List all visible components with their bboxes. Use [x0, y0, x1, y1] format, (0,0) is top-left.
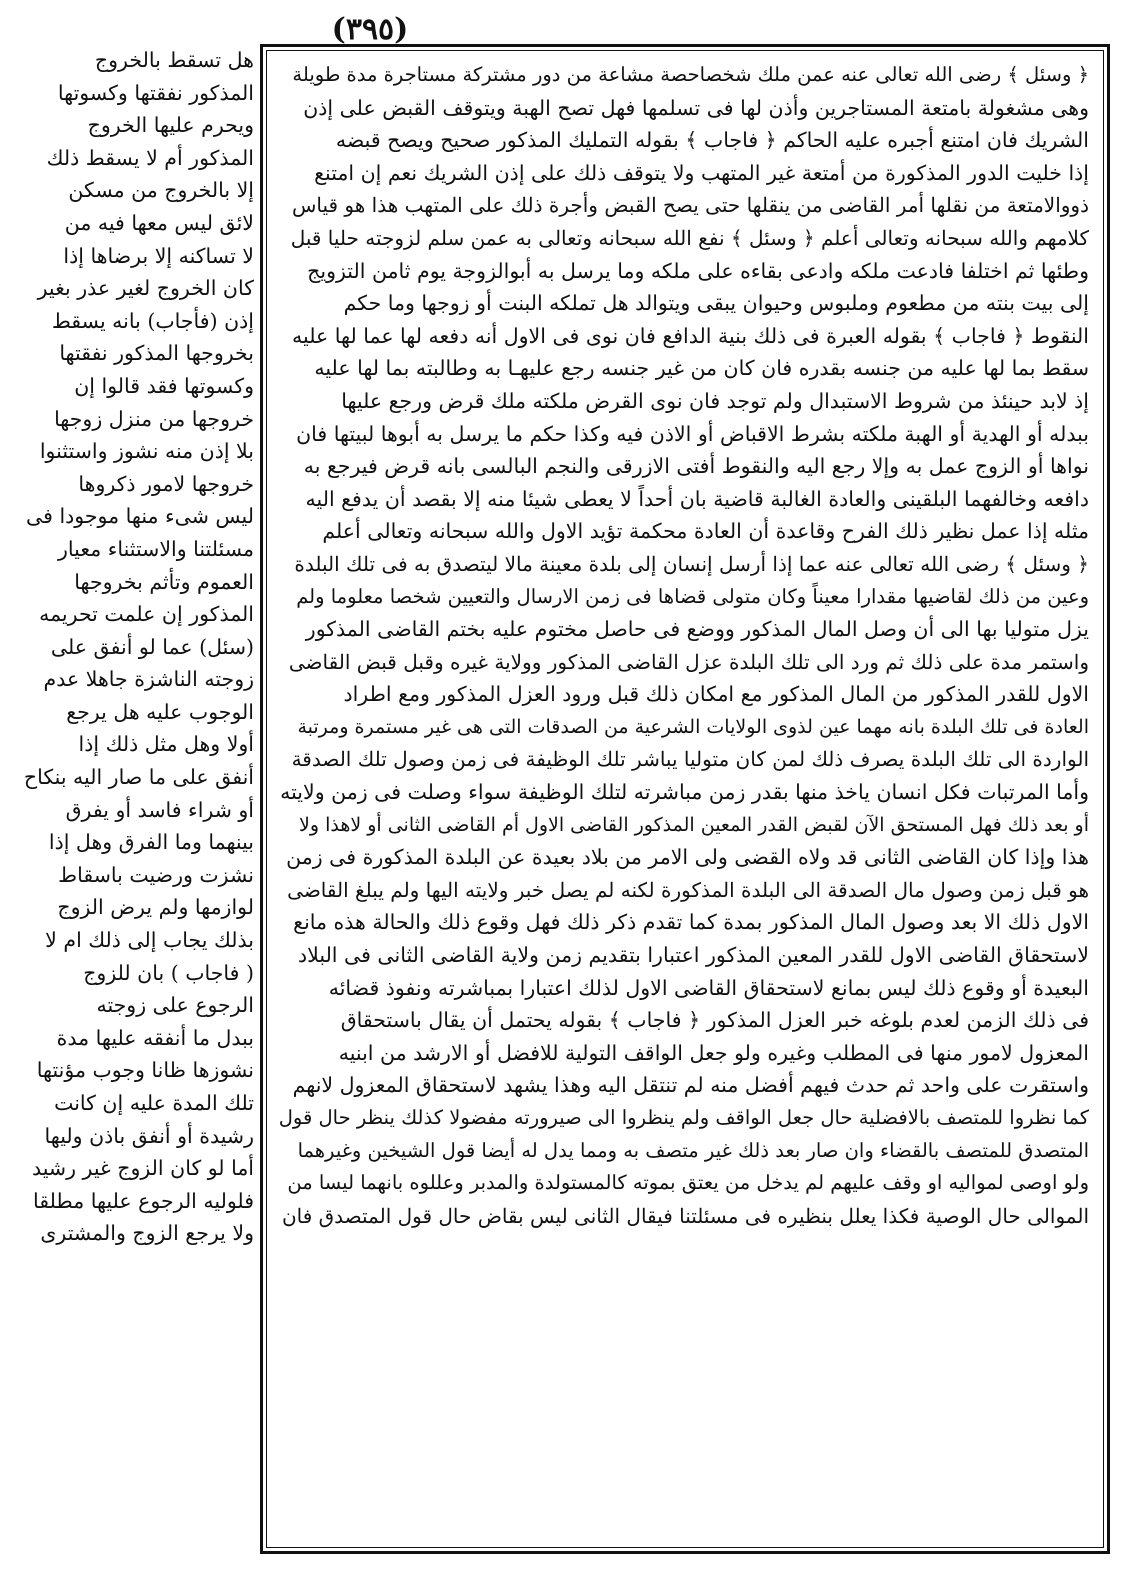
margin-note-line: لائق ليس معها فيه من — [64, 210, 254, 235]
main-text-line: وهى مشغولة بامتعة المستاجرين وأذن لها فى تسلمها فهل تصح الهبة ويتوقف القبض على إذن — [303, 95, 1089, 120]
margin-note-line: ولا يرجع الزوج والمشترى — [40, 1221, 254, 1246]
margin-note-line: خروجها من منزل زوجها — [54, 406, 254, 431]
main-text-line: إذ لابد حينئذ من شروط الاستبدال ولم توجد فان نوى القرض ملكته ملك قرض ورجع عليها — [341, 388, 1089, 413]
margin-note-line: الوجوب عليه هل يرجع — [66, 699, 254, 724]
margin-note-line: بينهما وما الفرق وهل إذا — [48, 830, 254, 855]
main-text-line: الموالى حال الوصية فكذا يعلل بنظيره فى مسئلتنا فيقال الثانى ليس بقاض حال قول المتصدق فان — [281, 1203, 1089, 1228]
main-text-line: هو قبل زمن وصول مال الصدقة الى البلدة المذكورة لكنه لم يصل خبر ولايته اليها ولم يبلغ القاضى — [287, 877, 1089, 902]
main-text-line: وأما المرتبات فكل انسان ياخذ منها بقدر زمن مباشرته لتلك الوظيفة سواء وصلت فى زمن ولايته — [280, 780, 1089, 805]
main-text-line: دافعه وخالفهما البلقينى والعادة الغالبة قاضية بان أحداً لا يعطى شيئا منه إلا بقصد أن يدفع اليه — [305, 486, 1089, 511]
margin-note-line: بخروجها المذكور نفقتها — [59, 341, 254, 366]
main-body-text — [279, 59, 1089, 1232]
margin-note-line: خروجها لامور ذكروها — [78, 471, 254, 496]
margin-note-line: وكسوتها فقد قالوا إن — [74, 373, 254, 398]
main-text-line: المعزول لامور منها فى المطلب وغيره ولو جعل الواقف التولية للافضل أو الارشد من ابنيه — [338, 1040, 1089, 1065]
margin-note-line: العموم وتأثم بخروجها — [74, 569, 254, 594]
margin-note-line: فلوليه الرجوع عليها مطلقا — [33, 1188, 254, 1213]
margin-note-line: رشيدة أو أنفق باذن وليها — [44, 1123, 254, 1148]
margin-note-line: أولا وهل مثل ذلك إذا — [78, 732, 254, 757]
margin-note-line: إلا بالخروج من مسكن — [68, 178, 254, 203]
margin-note-line: تلك المدة عليه إن كانت — [54, 1091, 254, 1115]
main-text-line: ﴿ وسئل ﴾ رضى الله تعالى عنه عمن ملك شخصاحصة مشاعة من دور مشتركة مستاجرة مدة طويلة — [292, 63, 1089, 86]
main-text-line: المتصدق للمتصف بالقضاء وان صار بعد ذلك غير متصف به ومما يدل له أيضا قول الشيخين وغيرهما — [297, 1138, 1089, 1162]
margin-note-line: المذكور إن علمت تحريمه — [39, 602, 254, 627]
main-text-line: واستمر مدة على ذلك ثم ورد الى تلك البلدة عزل القاضى المذكور وولاية غيره وقبل قبض القاضى — [288, 649, 1089, 674]
margin-note-line: زوجته الناشزة جاهلا عدم — [43, 667, 254, 692]
margin-note-line: الرجوع على زوجته — [96, 993, 254, 1018]
main-text-line: يزل متوليا بها الى أن وصل المال المذكور ووضع فى حاصل مختوم عليه بختم القاضى المذكور — [305, 617, 1089, 642]
main-text-line: واستقرت على واحد ثم حدث فيهم أفضل منه لم تنتقل اليه وهذا يشهد لاستحقاق المعزول لانهم — [292, 1073, 1089, 1098]
main-text-line: فى ذلك الزمن لعدم بلوغه خبر العزل المذكور ﴿ فاجاب ﴾ بقوله يحتمل أن يقال باستحقاق — [340, 1008, 1089, 1033]
main-text-line: ذووالامتعة من نقلها أمر القاضى من ينقلها حتى يصح القبض وأجرة ذلك على المتهب هذا هو قياس — [291, 193, 1089, 218]
main-text-line: سقط بما لها عليه من جنسه بقدره فان كان من غير جنسه رجع عليهـا به وطالبته بما لها عليه — [314, 356, 1089, 381]
main-text-line: الاول ذلك الا بعد وصول المال المذكور بمدة كما تقدم ذكر ذلك فهل وقوع ذلك والحالة هذه مانع — [293, 910, 1089, 935]
main-text-line: أو بعد ذلك فهل المستحق الآن لقبض القدر المعين المذكور القاضى الاول أم القاضى الثانى أو لاهذا ولا — [299, 813, 1089, 836]
margin-note-line: ببدل ما أنفقه عليها مدة — [56, 1025, 254, 1050]
main-text-line: ببدله أو الهدية أو الهبة ملكته بشرط الاقباض أو الاذن فيه وكذا حكم ما يرسل به أبوها لبيتها فان — [296, 421, 1089, 446]
margin-note-line: هل تسقط بالخروج — [94, 48, 254, 72]
margin-note-line: ليس شىء منها موجودا فى — [26, 504, 254, 529]
margin-note-line: نشزت ورضيت باسقاط — [58, 862, 254, 887]
main-text-line: الشريك فان امتنع أجبره عليه الحاكم ﴿ فاجاب ﴾ بقوله التمليك المذكور صحيح ويصح قبضه — [335, 128, 1089, 153]
main-text-line: النقوط ﴿ فاجاب ﴾ بقوله العبرة فى ذلك بنية الدافع فان نوى فى الاول أنه دفعه لها عما لها عليه — [292, 323, 1089, 348]
main-text-line: وطئها ثم اختلفا فادعت ملكه وادعى بقاءه على ملكه وما يرسل به أبوالزوجة يوم ثامن التزويج — [307, 258, 1089, 283]
margin-note-line: أو شراء فاسد أو يفرق — [65, 797, 254, 822]
margin-note-line: أنفق على ما صار اليه بنكاح — [23, 765, 254, 790]
margin-note-line: إذن (فأجاب) بانه يسقط — [51, 308, 254, 333]
margin-note-line: لا تساكنه إلا برضاها إذا — [63, 243, 254, 268]
margin-note-line: ( فاجاب ) بان للزوج — [83, 960, 254, 985]
main-text-line: ولو اوصى لمواليه او وقف عليهم لم يدخل من يعتق بموته كالمستولدة والمدبر وعللوه بانهما ليسا من — [287, 1171, 1089, 1195]
main-text-frame — [260, 44, 1110, 1554]
main-text-line: نواها أو الزوج عمل به وإلا رجع اليه والنقوط أفتى الازرقى والنجم البالسى بانه قرض فيرجع به — [303, 454, 1089, 479]
main-text-line: كما نظروا للمتصف بالافضلية حال جعل الواقف ولم ينظروا الى صيرورته مفضولا كذلك ينظر حال قول — [279, 1106, 1089, 1129]
margin-note-line: بذلك يجاب إلى ذلك ام لا — [45, 928, 254, 953]
main-text-line: ﴿ وسئل ﴾ رضى الله تعالى عنه عما إذا أرسل إنسان إلى بلدة معينة مالا ليتصدق به فى تلك البلدة — [294, 551, 1089, 576]
main-text-frame-inner — [266, 50, 1104, 1548]
margin-note-line: (سئل) عما لو أنفق على — [50, 634, 254, 659]
margin-note-line: بلا إذن منه نشوز واستثنوا — [39, 439, 254, 464]
main-text-line: البعيدة أو وقوع ذلك ليس بمانع لاستحقاق القاضى الاول لذلك اعتبارا بمباشرته ونفوذ قضائه — [328, 975, 1089, 1000]
margin-notes-column — [6, 44, 254, 1544]
page-number: (٣٩٥) — [331, 12, 409, 47]
margin-note-line: كان الخروج لغير عذر بغير — [37, 276, 254, 301]
margin-notes-text — [6, 44, 254, 1250]
main-text-line: الاول للقدر المذكور من المال المذكور مع امكان ذلك قبل ورود العزل المذكور ومع اطراد — [343, 682, 1089, 707]
margin-note-line: المذكور نفقتها وكسوتها — [57, 80, 254, 105]
main-text-line: مثله إذا عمل نظير ذلك الفرح وقاعدة أن العادة محكمة تؤيد الاول والله سبحانه وتعالى أعلم — [322, 519, 1089, 544]
margin-note-line: أما لو كان الزوج غير رشيد — [31, 1156, 254, 1181]
main-text-line: كلامهم والله سبحانه وتعالى أعلم ﴿ وسئل ﴾ نفع الله سبحانه وتعالى به عمن سلم لزوجته حليا قبل — [290, 225, 1089, 250]
margin-note-line: مسئلتنا والاستثناء معيار — [57, 536, 254, 561]
main-text-line: العادة فى تلك البلدة بانه مهما عين لذوى الولايات الشرعية من الصدقات التى هى غير مستمرة ومرتبة — [297, 715, 1089, 738]
margin-note-line: نشوزها ظانا وجوب مؤنتها — [36, 1058, 254, 1083]
margin-note-line: المذكور أم لا يسقط ذلك — [46, 145, 254, 170]
main-text-line: إلى بيت بنته من مطعوم وملبوس وحيوان يبقى ويتوالد هل تملكه البنت أو زوجها وما حكم — [343, 291, 1089, 316]
margin-note-line: ويحرم عليها الخروج — [87, 113, 254, 138]
main-text-line: إذا خليت الدور المذكورة من أمتعة غير المتهب ولا يتوقف ذلك على إذن الشريك نعم إن امتنع — [314, 160, 1089, 185]
margin-note-line: لوازمها ولم يرض الزوج — [57, 895, 254, 920]
main-text-line: هذا وإذا كان القاضى الثانى قد ولاه القضى ولى الامر من بلاد بعيدة عن البلدة المذكورة فى زمن — [286, 845, 1089, 870]
main-text-line: وعين من ذلك لقاضيها مقدارا معيناً وكان متولى قضاها فى زمن الارسال والتعيين شخصا معلوما ولم — [296, 584, 1089, 608]
main-text-line: لاستحقاق القاضى الاول للقدر المعين المذكور اعتبارا بتقديم زمن ولاية القاضى الثانى فى البلاد — [298, 943, 1089, 968]
main-text-line: الواردة الى تلك البلدة يصرف ذلك لمن كان متوليا يباشر تلك الوظيفة فى زمن وصول تلك الصدقة — [291, 747, 1089, 772]
